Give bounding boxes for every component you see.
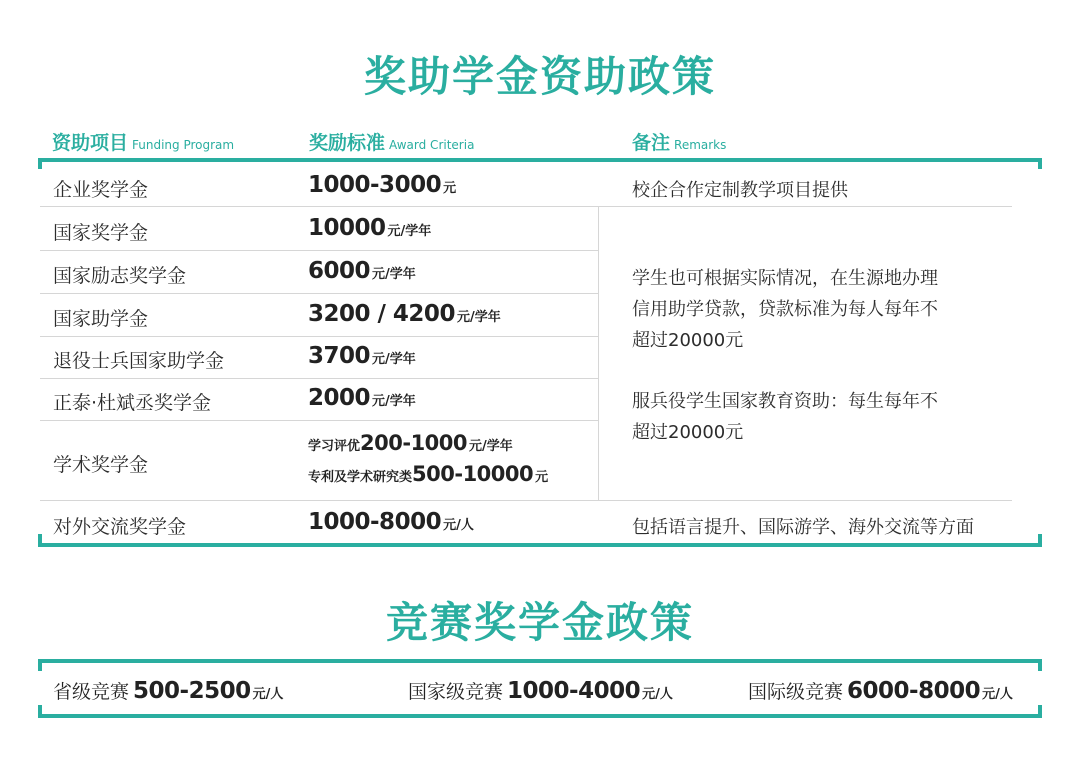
table-header	[52, 128, 1032, 158]
row-divider	[40, 250, 598, 251]
table-top-right-tick	[1038, 158, 1042, 169]
row-amount-inspiration: 6000 元/学年	[308, 258, 416, 284]
row-amount-academic-line2: 专利及学术研究类500-10000 元	[308, 462, 549, 486]
row-amount-veteran: 3700 元/学年	[308, 343, 416, 369]
row-name-zhengtai: 正泰·杜斌丞奖学金	[53, 392, 212, 414]
merged-remark: 学生也可根据实际情况，在生源地办理 信用助学贷款，贷款标准为每人每年不 超过20000元	[632, 268, 938, 351]
row-amount-national: 10000 元/学年	[308, 215, 432, 241]
row-remark-enterprise: 校企合作定制教学项目提供	[632, 180, 848, 201]
table-bottom-right-tick	[1038, 534, 1042, 547]
table-top-left-tick	[38, 158, 42, 169]
row-amount-grant: 3200 / 4200 元/学年	[308, 301, 501, 327]
funding-policy-title: 奖助学金资助政策	[363, 52, 716, 101]
row-divider	[40, 293, 598, 294]
competition-top-right-tick	[1038, 659, 1042, 671]
row-amount-exchange: 1000-8000 元/人	[308, 509, 474, 535]
remark-column-divider	[598, 206, 599, 500]
table-bottom-border	[38, 543, 1042, 547]
row-name-grant: 国家助学金	[53, 308, 149, 330]
row-divider	[40, 420, 598, 421]
row-divider	[40, 500, 1012, 501]
row-name-academic: 学术奖学金	[53, 454, 149, 476]
row-name-inspiration: 国家励志奖学金	[53, 265, 187, 287]
row-name-enterprise: 企业奖学金	[53, 179, 149, 201]
competition-policy-title: 竞赛奖学金政策	[385, 598, 694, 647]
header-award-criteria: 奖励标准 Award Criteria	[309, 132, 475, 154]
merged-remark-military: 服兵役学生国家教育资助：每生每年不 超过20000元	[632, 391, 938, 443]
row-name-national: 国家奖学金	[53, 222, 149, 244]
row-name-veteran: 退役士兵国家助学金	[53, 350, 225, 372]
header-remarks: 备注 Remarks	[632, 132, 727, 154]
competition-national: 国家级竞赛 1000-4000 元/人	[408, 678, 673, 704]
row-amount-zhengtai: 2000 元/学年	[308, 385, 416, 411]
competition-bottom-left-tick	[38, 705, 42, 718]
competition-bottom-right-tick	[1038, 705, 1042, 718]
competition-top-border	[38, 659, 1042, 663]
competition-provincial: 省级竞赛 500-2500 元/人	[53, 678, 284, 704]
header-funding-program: 资助项目 Funding Program	[52, 132, 235, 154]
table-top-border	[38, 158, 1042, 162]
row-amount-enterprise: 1000-3000 元	[308, 172, 457, 198]
row-divider	[40, 206, 1012, 207]
row-remark-exchange: 包括语言提升、国际游学、海外交流等方面	[632, 517, 974, 538]
competition-top-left-tick	[38, 659, 42, 671]
competition-bottom-border	[38, 714, 1042, 718]
competition-international: 国际级竞赛 6000-8000 元/人	[748, 678, 1013, 704]
row-divider	[40, 336, 598, 337]
row-name-exchange: 对外交流奖学金	[53, 516, 187, 538]
row-divider	[40, 378, 598, 379]
row-amount-academic-line1: 学习评优200-1000 元/学年	[308, 431, 513, 455]
table-bottom-left-tick	[38, 534, 42, 547]
